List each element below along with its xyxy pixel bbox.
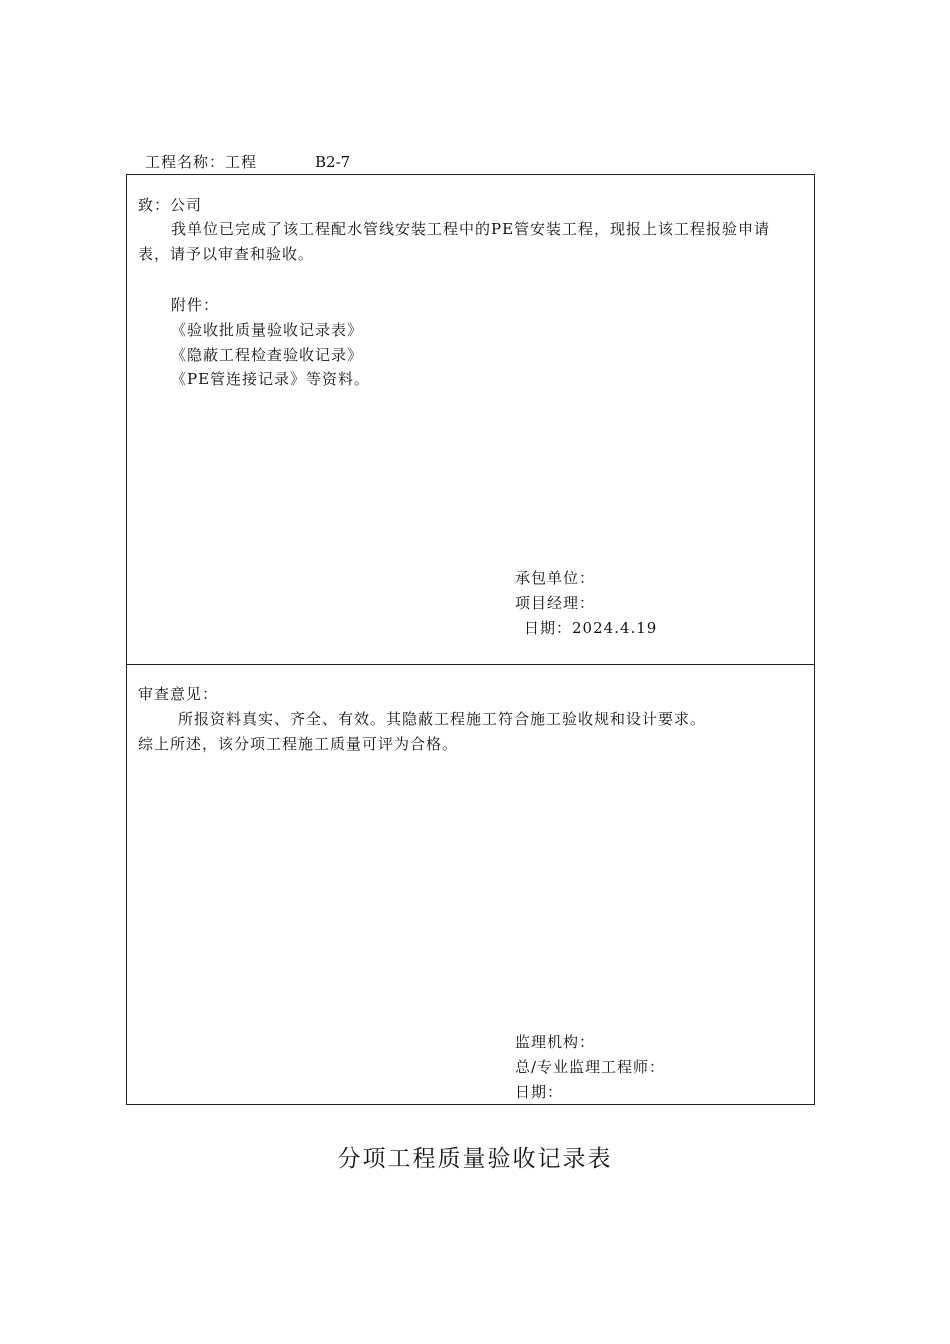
attachment-item: 《隐蔽工程检查验收记录》	[171, 346, 364, 364]
inspection-request-form	[126, 174, 815, 1105]
application-body-line-1: 我单位已完成了该工程配水管线安装工程中的PE管安装工程，现报上该工程报验申请	[171, 220, 771, 238]
attachment-item: 《验收批质量验收记录表》	[171, 321, 364, 339]
supervisor-org-label: 监理机构：	[515, 1033, 596, 1051]
application-date: 日期：2024.4.19	[524, 619, 658, 637]
review-opinion-line-2: 综上所述，该分项工程施工质量可评为合格。	[138, 735, 459, 753]
review-section	[127, 665, 814, 1104]
header-line	[145, 151, 350, 172]
supervising-engineer-label: 总/专业监理工程师：	[515, 1058, 666, 1076]
contractor-label: 承包单位：	[515, 569, 596, 587]
review-title: 审查意见：	[138, 685, 219, 703]
application-section	[127, 175, 814, 665]
review-opinion-line-1: 所报资料真实、齐全、有效。其隐蔽工程施工符合施工验收规和设计要求。	[178, 710, 707, 728]
review-date-label: 日期：	[515, 1083, 564, 1101]
attachments-label: 附件：	[171, 296, 220, 314]
project-manager-label: 项目经理：	[515, 594, 596, 612]
form-code: B2-7	[315, 153, 351, 171]
addressee: 致：公司	[138, 196, 203, 214]
footer-title: 分项工程质量验收记录表	[337, 1146, 613, 1172]
attachment-item: 《PE管连接记录》等资料。	[171, 370, 371, 388]
project-name-label: 工程名称：工程	[145, 153, 258, 171]
application-body-line-2: 表，请予以审查和验收。	[138, 245, 315, 263]
